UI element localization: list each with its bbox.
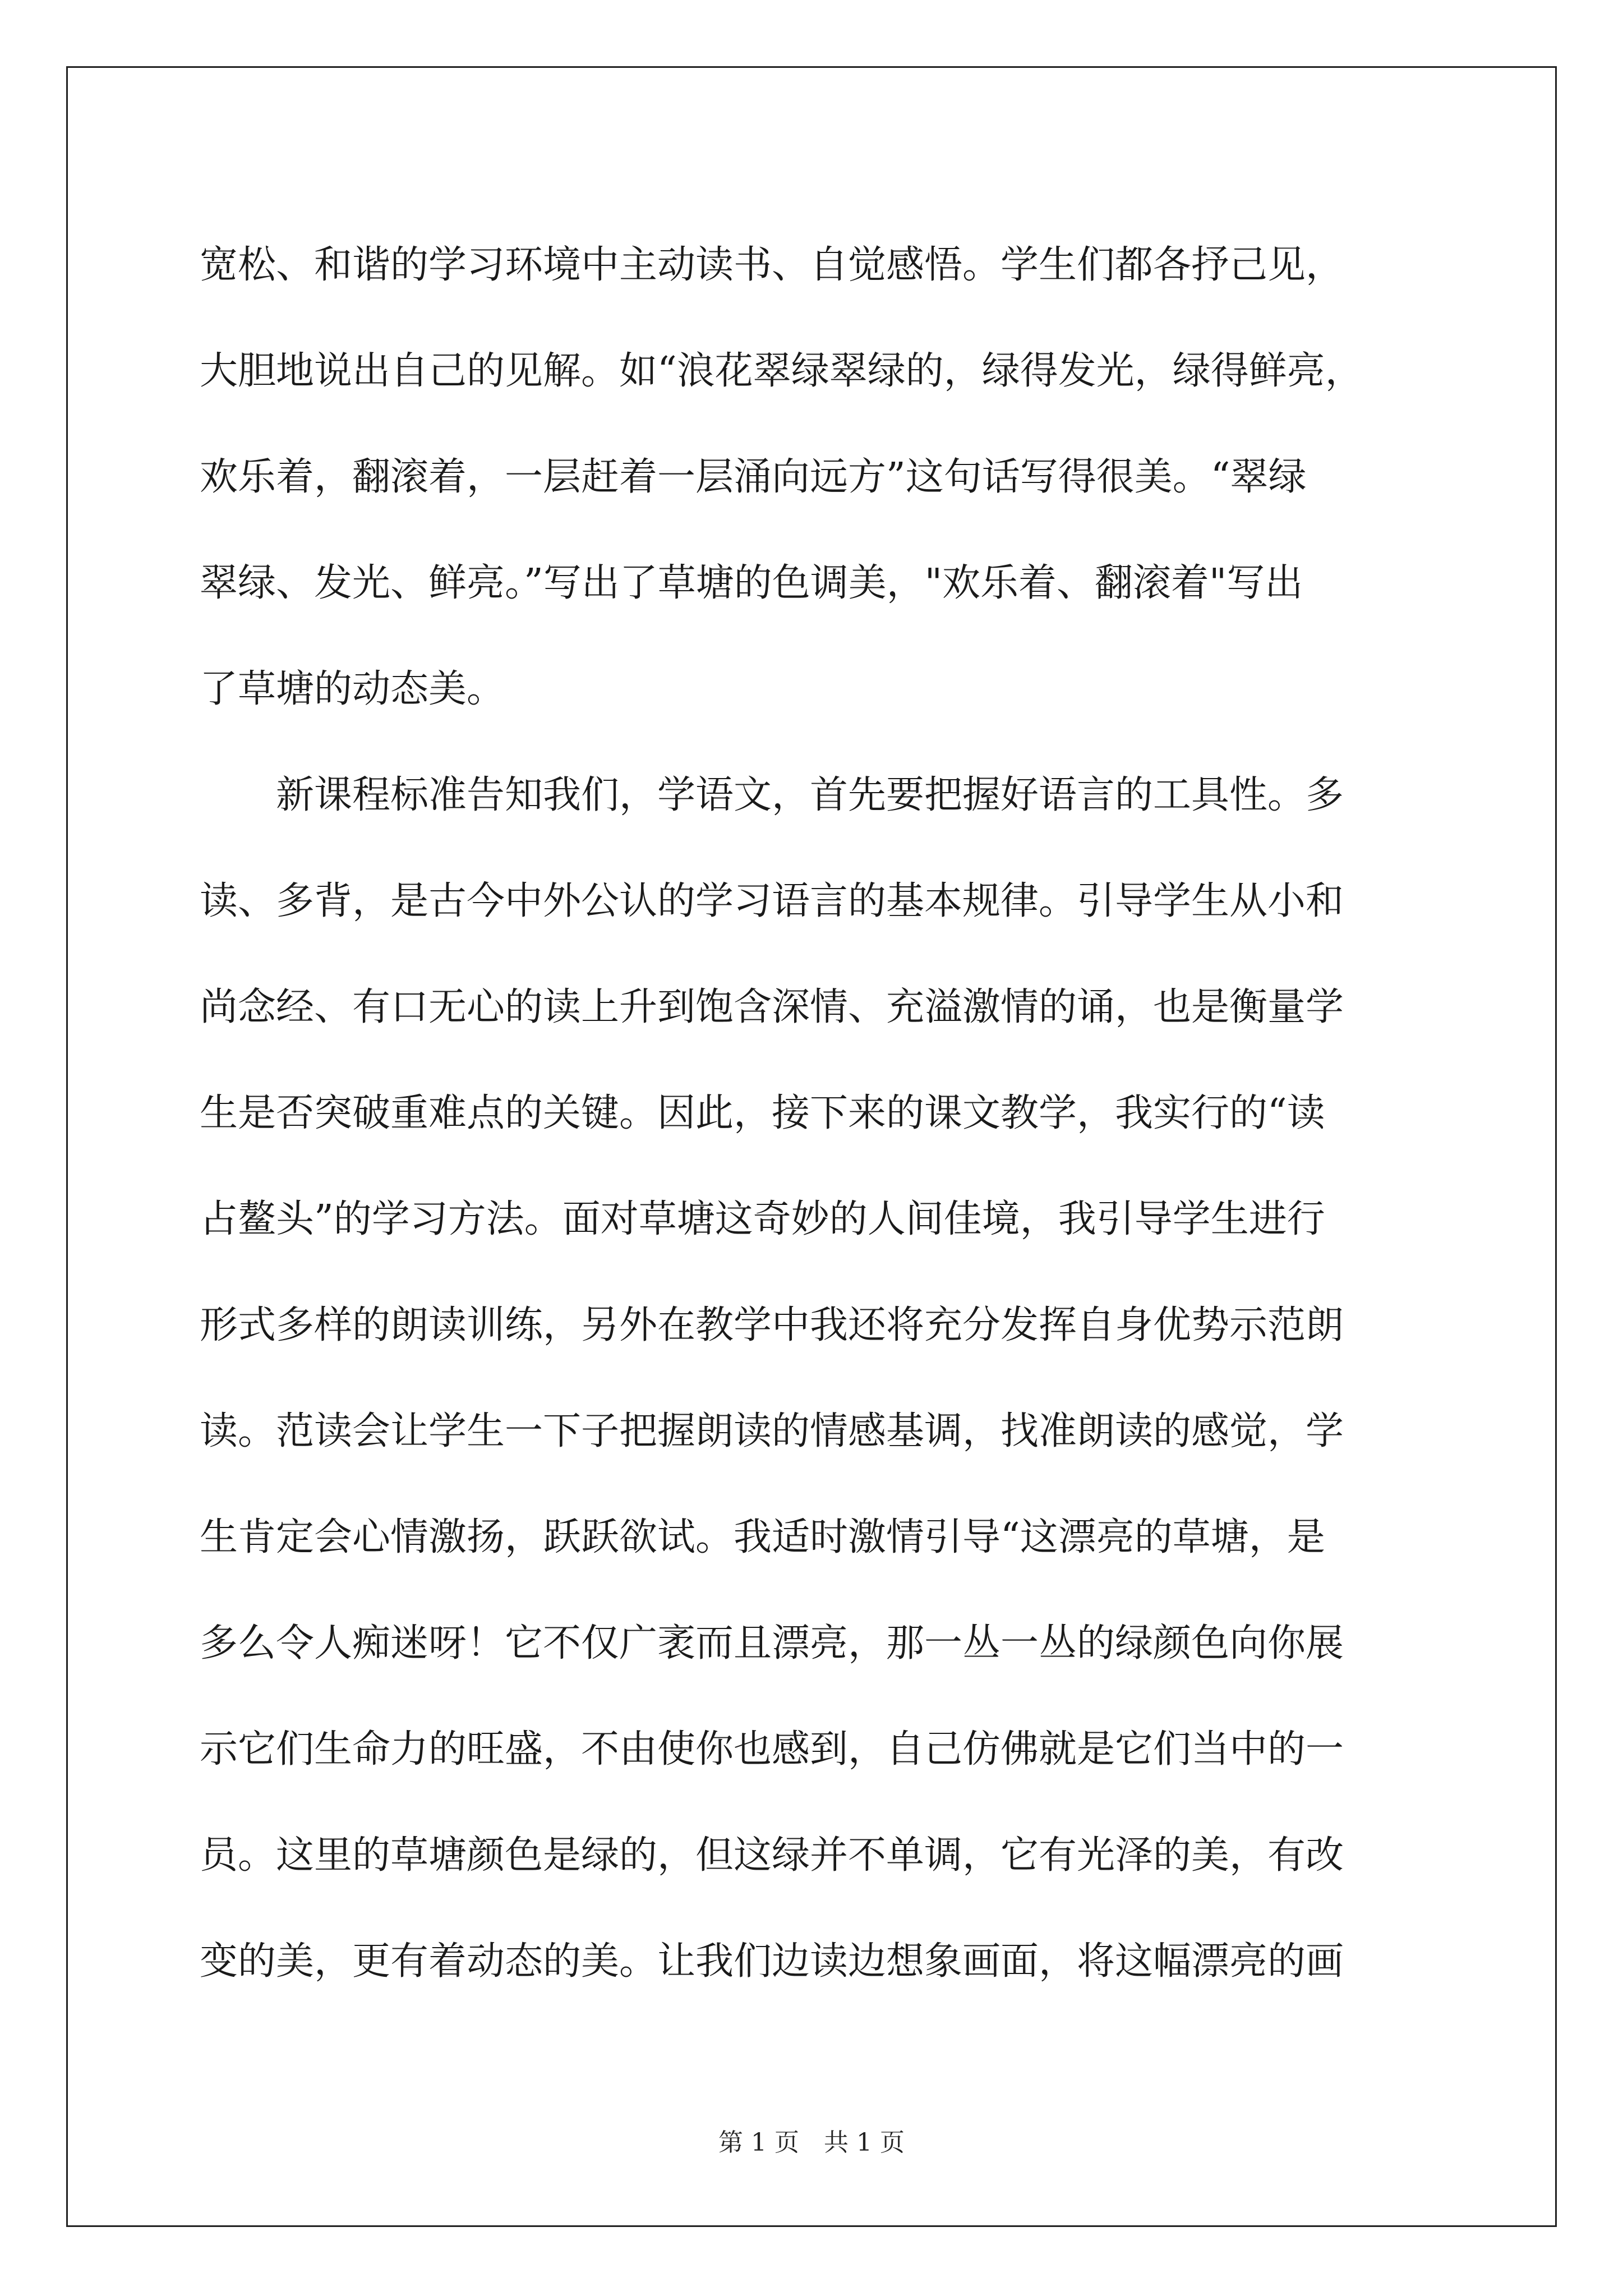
text-line: 新课程标准告知我们，学语文，首先要把握好语言的工具性。多 <box>200 773 1344 817</box>
text-line: 读、多背，是古今中外公认的学习语言的基本规律。引导学生从小和 <box>200 879 1344 923</box>
text-line: 示它们生命力的旺盛，不由使你也感到，自己仿佛就是它们当中的一 <box>200 1727 1344 1772</box>
text-line: 翠绿、发光、鲜亮。”写出了草塘的色调美，"欢乐着、翻滚着"写出 <box>200 561 1303 605</box>
text-line: 大胆地说出自己的见解。如“浪花翠绿翠绿的，绿得发光，绿得鲜亮， <box>200 349 1363 393</box>
text-line: 宽松、和谐的学习环境中主动读书、自觉感悟。学生们都各抒己见， <box>200 243 1344 287</box>
text-line: 欢乐着，翻滚着，一层赶着一层涌向远方”这句话写得很美。“翠绿 <box>200 455 1307 499</box>
text-line: 读。范读会让学生一下子把握朗读的情感基调，找准朗读的感觉，学 <box>200 1409 1344 1453</box>
text-line: 形式多样的朗读训练，另外在教学中我还将充分发挥自身优势示范朗 <box>200 1303 1344 1347</box>
text-line: 员。这里的草塘颜色是绿的，但这绿并不单调，它有光泽的美，有改 <box>200 1833 1344 1878</box>
text-line: 变的美，更有着动态的美。让我们边读边想象画面，将这幅漂亮的画 <box>200 1939 1344 1984</box>
body-text <box>200 212 1456 2014</box>
text-line: 占鳌头”的学习方法。面对草塘这奇妙的人间佳境，我引导学生进行 <box>200 1197 1325 1241</box>
text-line: 了草塘的动态美。 <box>200 667 505 711</box>
text-line: 生是否突破重难点的关键。因此，接下来的课文教学，我实行的“读 <box>200 1091 1325 1135</box>
text-line: 尚念经、有口无心的读上升到饱含深情、充溢激情的诵，也是衡量学 <box>200 985 1344 1029</box>
text-line: 多么令人痴迷呀！它不仅广袤而且漂亮，那一丛一丛的绿颜色向你展 <box>200 1621 1344 1665</box>
text-line: 生肯定会心情激扬，跃跃欲试。我适时激情引导“这漂亮的草塘，是 <box>200 1515 1325 1559</box>
page-number-footer: 第 1 页 共 1 页 <box>718 2128 905 2157</box>
